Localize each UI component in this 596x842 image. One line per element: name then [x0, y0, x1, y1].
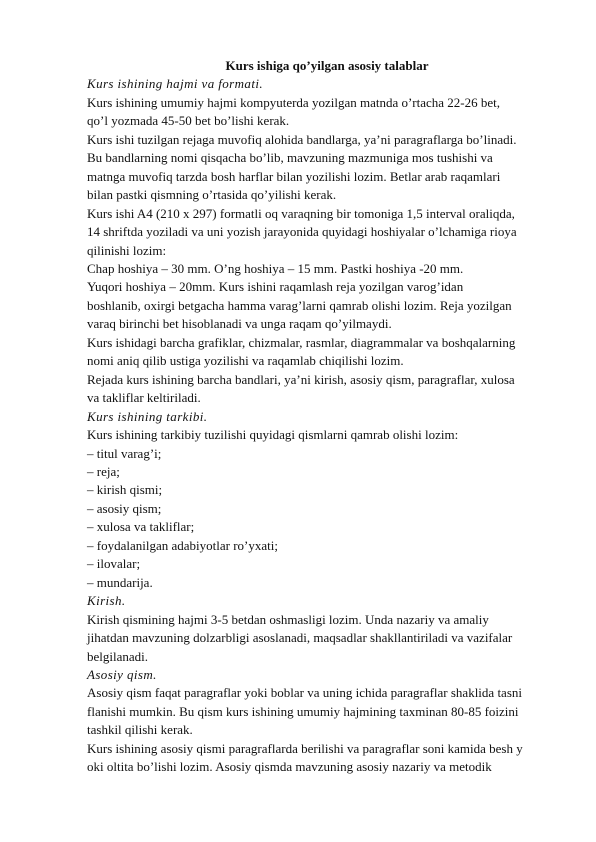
- text-line: – reja;: [87, 463, 120, 479]
- text-line: Bu bandlarning nomi qisqacha bo’lib, mavzuning mazmuniga mos tushishi va: [87, 150, 493, 166]
- text-line: – mundarija.: [87, 574, 153, 590]
- text-line: varaq birinchi bet hisoblanadi va unga raqam qo’yilmaydi.: [87, 316, 392, 332]
- text-line: 14 shriftda yoziladi va uni yozish jarayonida quyidagi hoshiyalar o’lchamiga rioya: [87, 224, 517, 240]
- text-line: tashkil qilishi kerak.: [87, 722, 193, 738]
- text-line: – xulosa va takliflar;: [87, 519, 195, 535]
- text-line: – titul varag’i;: [87, 445, 162, 461]
- document-text: [87, 75, 567, 776]
- document-title: Kurs ishiga qo’yilgan asosiy talablar: [225, 58, 429, 73]
- text-line: – kirish qismi;: [87, 482, 163, 498]
- text-line: Yuqori hoshiya – 20mm. Kurs ishini raqamlash reja yozilgan varog’idan: [87, 279, 464, 295]
- section-heading: Asosiy qism.: [87, 666, 157, 682]
- text-line: – ilovalar;: [87, 556, 141, 572]
- section-heading: Kurs ishining hajmi va formati.: [87, 76, 263, 92]
- text-line: – foydalanilgan adabiyotlar ro’yxati;: [87, 537, 278, 553]
- text-line: nomi aniq qilib ustiga yozilishi va raqamlab chiqilishi lozim.: [87, 353, 404, 369]
- text-line: flanishi mumkin. Bu qism kurs ishining umumiy hajmining taxminan 80-85 foizini: [87, 703, 519, 719]
- text-line: Kurs ishining tarkibiy tuzilishi quyidagi qismlarni qamrab olishi lozim:: [87, 427, 459, 443]
- text-line: Kirish qismining hajmi 3-5 betdan oshmasligi lozim. Unda nazariy va amaliy: [87, 611, 489, 627]
- text-line: Kurs ishidagi barcha grafiklar, chizmalar, rasmlar, diagrammalar va boshqalarning: [87, 334, 516, 350]
- text-line: boshlanib, oxirgi betgacha hamma varag’larni qamrab olishi lozim. Reja yozilgan: [87, 297, 512, 313]
- text-line: va takliflar keltiriladi.: [87, 390, 201, 406]
- text-line: matnga muvofiq tarzda bosh harflar bilan yozilishi lozim. Betlar arab raqamlari: [87, 168, 501, 184]
- text-line: Chap hoshiya – 30 mm. O’ng hoshiya – 15 mm. Pastki hoshiya -20 mm.: [87, 260, 464, 276]
- text-line: bilan pastki qismning o’rtasida qo’yilishi kerak.: [87, 187, 337, 203]
- text-line: Kurs ishi tuzilgan rejaga muvofiq alohida bandlarga, ya’ni paragraflarga bo’linadi.: [87, 131, 517, 147]
- text-line: Kurs ishining umumiy hajmi kompyuterda yozilgan matnda o’rtacha 22-26 bet,: [87, 94, 501, 110]
- text-line: Rejada kurs ishining barcha bandlari, ya’ni kirish, asosiy qism, paragraflar, xulosa: [87, 371, 515, 387]
- text-line: Asosiy qism faqat paragraflar yoki boblar va uning ichida paragraflar shaklida tasni: [87, 685, 522, 701]
- text-line: Kurs ishi A4 (210 x 297) formatli oq varaqning bir tomoniga 1,5 interval oraliqda,: [87, 205, 515, 221]
- section-heading: Kirish.: [87, 593, 126, 609]
- text-line: qo’l yozmada 45-50 bet bo’lishi kerak.: [87, 113, 290, 129]
- document-body: [87, 57, 567, 777]
- text-line: Kurs ishining asosiy qismi paragraflarda berilishi va paragraflar soni kamida besh y: [87, 740, 523, 756]
- text-line: jihatdan mavzuning dolzarbligi asoslanadi, maqsadlar shakllantiriladi va vazifalar: [87, 630, 513, 646]
- text-line: belgilanadi.: [87, 648, 149, 664]
- text-line: qilinishi lozim:: [87, 242, 167, 258]
- text-line: – asosiy qism;: [87, 500, 162, 516]
- text-line: oki oltita bo’lishi lozim. Asosiy qismda mavzuning asosiy nazariy va metodik: [87, 759, 492, 775]
- section-heading: Kurs ishining tarkibi.: [87, 408, 208, 424]
